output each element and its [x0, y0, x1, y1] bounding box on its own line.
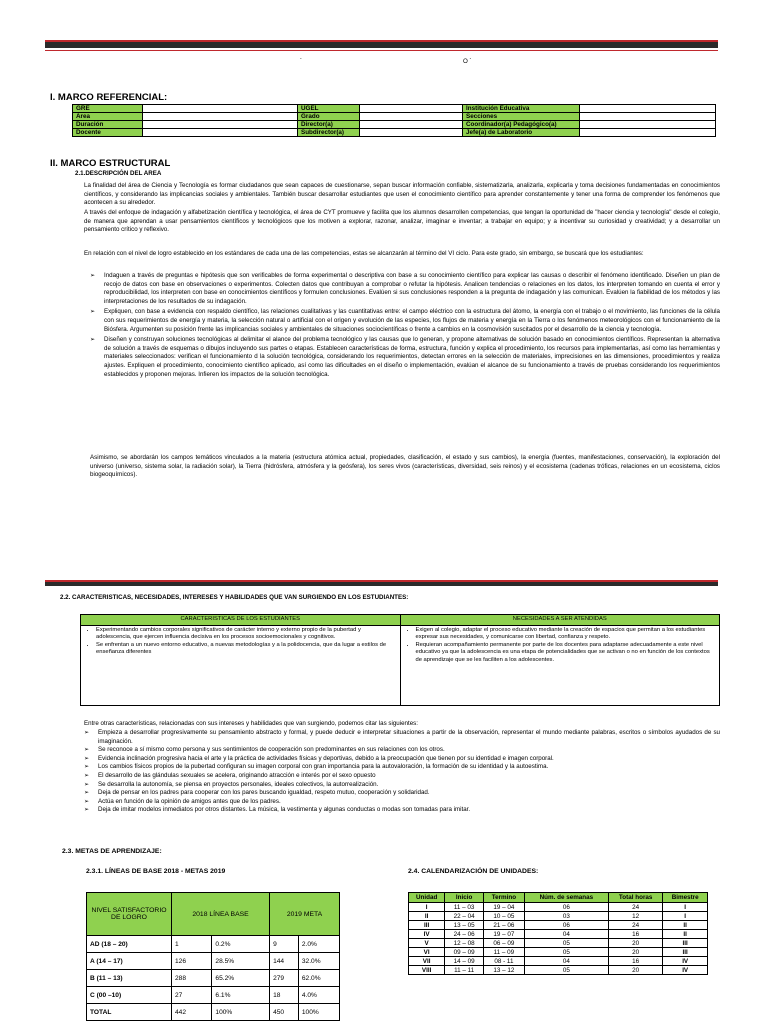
table-cell: IV [663, 966, 708, 975]
paragraph: En relación con el nivel de logro establecido en los estándares de cada una de las competencias, estas se alcanzarán al término del VI ciclo. Para este grado, sin embargo, se buscará que los estudiantes: [84, 250, 644, 257]
table-header: Unidad [409, 893, 445, 903]
table-cell: 13 – 12 [484, 966, 525, 975]
table-cell: 04 [524, 930, 608, 939]
table-cell: 6.1% [212, 987, 270, 1004]
list-item: ➢ Deja de pensar en los padres para cooperar con los pares buscando igualdad, respeto mutuo, cooperación y solidaridad. [84, 789, 720, 798]
table-cell: 100% [212, 1004, 270, 1021]
list-item: ➢ Se reconoce a sí mismo como persona y sus sentimientos de cooperación son predominantes en sus relaciones con los otros. [84, 746, 720, 755]
table-cell: VIII [409, 966, 445, 975]
table-cell: II [409, 912, 445, 921]
table-row [87, 953, 340, 970]
field-label: Secciones [463, 113, 580, 121]
table-cell: 62.0% [298, 970, 339, 987]
header-mark: ´ [300, 58, 303, 65]
field-value [580, 129, 716, 137]
field-label: Area [73, 113, 143, 121]
field-label: Coordinador(a) Pedagógico(a) [463, 121, 580, 129]
section-title: I. MARCO REFERENCIAL: [50, 92, 168, 103]
table-cell: III [663, 948, 708, 957]
table-cell: 20 [609, 966, 663, 975]
table-row [409, 912, 708, 921]
field-label: GRE [73, 105, 143, 113]
section-title: II. MARCO ESTRUCTURAL [50, 158, 171, 169]
table-cell: IV [663, 957, 708, 966]
table-cell: 12 [609, 912, 663, 921]
table-cell: 06 [524, 921, 608, 930]
subsection-title: 2.1.DESCRIPCIÓN DEL AREA [75, 170, 162, 177]
bullet-list [84, 729, 720, 815]
field-value [360, 105, 463, 113]
table-row [409, 921, 708, 930]
field-value [360, 113, 463, 121]
table-cell: 9 [270, 936, 299, 953]
list-item: ➢ Actúa en función de la opinión de amigos antes que de los padres. [84, 798, 720, 807]
table-header: CARACTERISTICAS DE LOS ESTUDIANTES [81, 615, 401, 626]
table-row [73, 121, 716, 129]
table-row [409, 966, 708, 975]
table-header: NECESIDADES A SER ATENDIDAS [400, 615, 720, 626]
table-cell: 279 [270, 970, 299, 987]
table-row [409, 939, 708, 948]
field-value [143, 105, 298, 113]
list-item: ➢ Diseñen y construyan soluciones tecnológicas al delimitar el alance del problema tecnológico y las causas que lo generan, y propone alternativas de solución basado en conocimientos científicos. Representan la alternativa de solución a través de esquemas o dibujos incluyendo sus partes o etapas. Establecen características de forma, estructura, función y explica el procedimiento, los recursos para implementarlas, así como las herramientas y materiales seleccionados: verifican el funcionamiento d la solución tecnológica, considerando los requerimientos, detectan errores en la selección de materiales, imprecisiones en las dimensiones, procedimientos y realiza ajustes. Expliquen el procedimiento, conocimiento científico aplicado, así como las dificultades en el diseño o implementación, evalúan el alcance de su funcionamiento a través de pruebas considerando los requerimientos establecidos y proponen mejoras. Infieren los impactos de la solución tecnológica. [90, 336, 720, 379]
subsection-title: 2.3. METAS DE APRENDIZAJE: [62, 848, 162, 855]
table-cell: 19 – 07 [484, 930, 525, 939]
table-cell: 04 [524, 957, 608, 966]
header-mark: O ´ [463, 58, 472, 65]
table-cell: 442 [172, 1004, 212, 1021]
table-cell: 11 – 09 [484, 948, 525, 957]
table-cell: 14 – 09 [445, 957, 484, 966]
table-cell: 28.5% [212, 953, 270, 970]
table-header: NIVEL SATISFACTORIO DE LOGRO [87, 893, 172, 936]
field-label: UGEL [298, 105, 360, 113]
table-cell: I [663, 912, 708, 921]
table-cell: B (11 – 13) [87, 970, 172, 987]
list-item: • Exigen al colegio, adaptar el proceso educativo mediante la creación de espacios que permitan a los estudiantes expresar sus necesidades, y comunicarse con libertad, confianza y respeto. [416, 627, 717, 642]
field-value [580, 121, 716, 129]
table-cell: III [663, 939, 708, 948]
field-value [143, 129, 298, 137]
field-label: Duración [73, 121, 143, 129]
table-cell: 05 [524, 966, 608, 975]
table-cell: 11 – 11 [445, 966, 484, 975]
table-row [409, 957, 708, 966]
list-item: ➢ Expliquen, con base a evidencia con respaldo científico, las relaciones cualitativas y las cuantitativas entre: el campo eléctrico con la estructura del átomo, la energía con el trabajo o el movimiento, las funciones de la célula con sus requerimientos de energía y materia, la selección natural o artificial con el origen y evolución de las especies, los flujos de materia y energía en la Tierra o los fenómenos meteorológicos con el funcionamiento de la Biósfera. Argumenten su posición frente las implicancias sociales y ambientales de situaciones sociocientíficas o frente a cambios en la cosmovisión suscitados por el desarrollo de la ciencia y tecnología. [90, 308, 720, 334]
table-cell: I [409, 903, 445, 912]
characteristics-list [84, 627, 397, 657]
table-row [73, 113, 716, 121]
needs-list [404, 627, 717, 665]
table-cell: VI [409, 948, 445, 957]
list-item: • Experimentando cambios corporales significativos de carácter interno y externo propio de la pubertad y adolescencia, que ejercen influencia decisiva en los procesos socioemocionales y cognitivos. [96, 627, 397, 642]
subsection-title: 2.4. CALENDARIZACIÓN DE UNIDADES: [408, 868, 539, 875]
table-cell: II [663, 930, 708, 939]
characteristics-table [80, 614, 720, 706]
table-cell: 288 [172, 970, 212, 987]
goals-table [86, 892, 340, 1021]
table-cell: 24 – 06 [445, 930, 484, 939]
list-item: ➢ Deja de imitar modelos inmediatos por otros distantes. La música, la vestimenta y algunas conductas o modas son tomadas para imitar. [84, 806, 720, 815]
table-row [87, 936, 340, 953]
table-cell: 09 – 09 [445, 948, 484, 957]
table-cell: 08 - 11 [484, 957, 525, 966]
field-value [580, 105, 716, 113]
table-cell: V [409, 939, 445, 948]
table-row [409, 903, 708, 912]
table-cell: 05 [524, 939, 608, 948]
list-item: ➢ Se desarrolla la autonomía, se piensa en proyectos personales, ideales colectivos, la autorrealización. [84, 781, 720, 790]
table-header: 2018 LÍNEA BASE [172, 893, 270, 936]
referential-table [72, 104, 716, 137]
table-cell: 16 [609, 930, 663, 939]
table-cell: 24 [609, 903, 663, 912]
table-row [73, 105, 716, 113]
table-cell: 21 – 06 [484, 921, 525, 930]
table-header: Núm. de semanas [524, 893, 608, 903]
table-cell: A (14 – 17) [87, 953, 172, 970]
table-row [87, 1004, 340, 1021]
list-item: ➢ El desarrollo de las glándulas sexuales se acelera, originando atracción e interés por el sexo opuesto [84, 772, 720, 781]
field-label: Director(a) [298, 121, 360, 129]
table-cell: 13 – 05 [445, 921, 484, 930]
table-cell: 06 [524, 903, 608, 912]
table-cell: II [663, 921, 708, 930]
table-row [73, 129, 716, 137]
table-cell: 12 – 08 [445, 939, 484, 948]
header-rule [45, 40, 718, 48]
header-rule-thin [45, 50, 718, 51]
table-cell: 450 [270, 1004, 299, 1021]
paragraph: Asimismo, se abordarán los campos temáticos vinculados a la materia (estructura atómica actual, propiedades, clasificación, el estado y sus cambios), la energía (fuentes, manifestaciones, conservación), la exploración del universo (universo, sistema solar, la radiación solar), la Tierra (hidrósfera, atmósfera y la geósfera), los seres vivos (características, diversidad, seis reinos) y el ecosistema (cadenas tróficas, relaciones en un ecosistema, ciclos biogeoquímicos). [90, 454, 720, 479]
table-cell: AD (18 – 20) [87, 936, 172, 953]
table-cell: 144 [270, 953, 299, 970]
table-row [409, 930, 708, 939]
table-cell: 1 [172, 936, 212, 953]
table-cell: 20 [609, 948, 663, 957]
table-cell: 100% [298, 1004, 339, 1021]
table-cell: 10 – 05 [484, 912, 525, 921]
table-cell: 2.0% [298, 936, 339, 953]
table-cell: 03 [524, 912, 608, 921]
table-cell: 22 – 04 [445, 912, 484, 921]
table-cell: 20 [609, 939, 663, 948]
table-cell: III [409, 921, 445, 930]
table-cell: C (00 –10) [87, 987, 172, 1004]
list-item: • Se enfrentan a un nuevo entorno educativo, a nuevas metodologías y a la polidocencia, que da lugar a estilos de enseñanza diferentes [96, 642, 397, 657]
subsection-title: 2.3.1. LÍNEAS DE BASE 2018 - METAS 2019 [86, 868, 226, 875]
field-label: Institución Educativa [463, 105, 580, 113]
table-cell: 16 [609, 957, 663, 966]
field-value [360, 129, 463, 137]
table-cell: TOTAL [87, 1004, 172, 1021]
table-cell: 126 [172, 953, 212, 970]
field-value [360, 121, 463, 129]
table-row [87, 970, 340, 987]
table-row [87, 987, 340, 1004]
list-item: • Requieran acompañamiento permanente por parte de los docentes para adaptarse adecuadamente a este nivel educativo ya que la adolescencia es una etapa de potencialidades que se activan o no en función de los contextos de aprendizaje que se les faciliten a los adolescentes. [416, 642, 717, 665]
field-label: Docente [73, 129, 143, 137]
table-cell: 18 [270, 987, 299, 1004]
table-cell: 4.0% [298, 987, 339, 1004]
subsection-title: 2.2. CARACTERISTICAS, NECESIDADES, INTERESES Y HABILIDADES QUE VAN SURGIENDO EN LOS ESTUDIANTES: [60, 594, 409, 601]
table-row [409, 948, 708, 957]
table-cell: 32.0% [298, 953, 339, 970]
bullet-list [90, 272, 720, 381]
table-cell: 24 [609, 921, 663, 930]
table-header: Total horas [609, 893, 663, 903]
table-cell: 05 [524, 948, 608, 957]
table-cell: 27 [172, 987, 212, 1004]
list-item: ➢ Indaguen a través de preguntas e hipótesis que son verificables de forma experimental o descriptiva con base a su conocimiento científico para explicar las causas o describir el fenómeno identificado. Diseñen un plan de recojo de datos con base en observaciones o experimentos. Colecten datos que contribuyan a comprobar o refutar la hipótesis. Analicen tendencias o relaciones en los datos, los interpreten tomando en cuenta el error y reproducibilidad, los interpreten con base en conocimientos científicos y formulen conclusiones. Evalúen si sus conclusiones responden a la pregunta de indagación y las comunican. Evalúen la fiabilidad de los métodos y las interpretaciones de los resultados de su indagación. [90, 272, 720, 306]
paragraph: La finalidad del área de Ciencia y Tecnología es formar ciudadanos que sean capaces de cuestionarse, sepan buscar información confiable, sistematizarla, analizarla, explicarla y toma decisiones fundamentadas en conocimientos científicos, y considerando las implicancias sociales y ambientales. También buscar desarrollar estudiantes que usen el conocimiento científico para aprender constantemente y tener una forma de comprender los fenómenos que acontecen a su alrededor. [84, 182, 720, 207]
table-cell: 19 – 04 [484, 903, 525, 912]
field-value [580, 113, 716, 121]
paragraph: A través del enfoque de indagación y alfabetización científica y tecnológica, el área de CYT promueve y facilita que los alumnos desarrollen competencias, que tengan la oportunidad de "hacer ciencia y tecnología" desde el colegio, de manera que aprendan a usar pensamientos científicos y tecnológicos que los motiven a explorar, razonar, analizar, imaginar e inventar; a trabajar en equipo; y a incentivar su curiosidad y creatividad; y a desarrollar un pensamiento crítico y reflexivo. [84, 209, 720, 234]
field-label: Grado [298, 113, 360, 121]
table-cell: 06 – 09 [484, 939, 525, 948]
list-item: ➢ Los cambios físicos propios de la pubertad configuran su imagen corporal con gran importancia para la autovaloración, la formación de su identidad y la autoestima. [84, 763, 720, 772]
table-cell: 0.2% [212, 936, 270, 953]
field-label: Subdirector(a) [298, 129, 360, 137]
units-calendar-table [408, 892, 708, 975]
table-cell: IV [409, 930, 445, 939]
list-item: ➢ Evidencia inclinación progresiva hacia el arte y la práctica de actividades físicas y deportivas, debido a la preocupación que tienen por su identidad e imagen corporal. [84, 755, 720, 764]
table-header: Termino [484, 893, 525, 903]
table-cell: 65.2% [212, 970, 270, 987]
paragraph: Entre otras características, relacionadas con sus intereses y habilidades que van surgiendo, podemos citar las siguientes: [84, 720, 418, 727]
table-header: 2019 META [270, 893, 340, 936]
table-header: Inicio [445, 893, 484, 903]
field-label: Jefe(a) de Laboratorio [463, 129, 580, 137]
table-cell: I [663, 903, 708, 912]
list-item: ➢ Empieza a desarrollar progresivamente su pensamiento abstracto y formal, y puede deducir e interpretar situaciones a partir de la observación, representar el mundo mediante palabras, escritos o símbolos ayudados de su imaginación. [84, 729, 720, 746]
field-value [143, 121, 298, 129]
table-cell: VII [409, 957, 445, 966]
page-divider [45, 580, 718, 586]
field-value [143, 113, 298, 121]
table-cell: 11 – 03 [445, 903, 484, 912]
table-header: Bimestre [663, 893, 708, 903]
